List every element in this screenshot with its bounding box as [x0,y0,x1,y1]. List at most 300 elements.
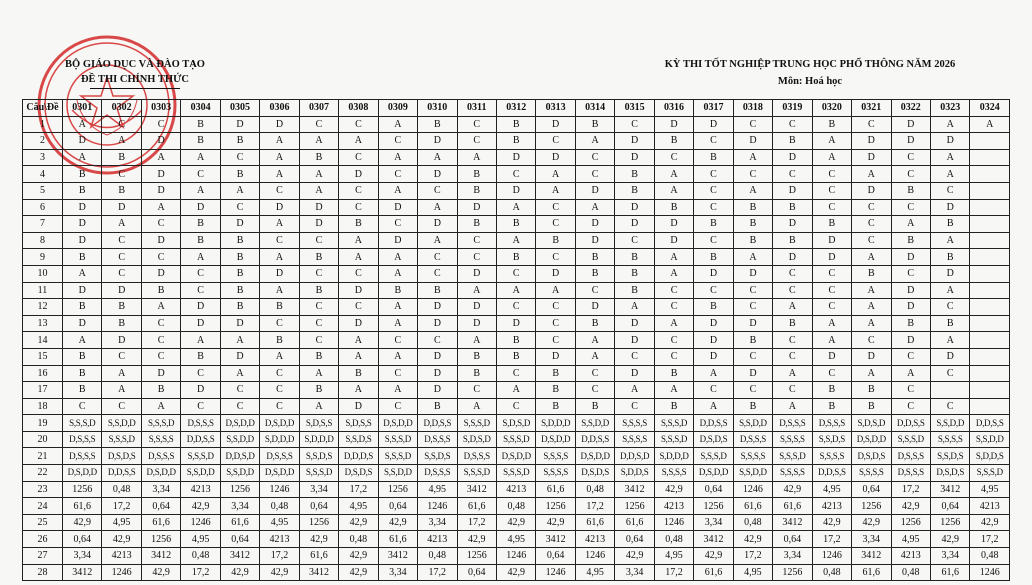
answer-cell: A [575,133,614,150]
table-row [23,199,1010,216]
answer-cell: D [891,116,930,133]
answer-cell: A [575,332,614,349]
answer-cell: C [930,365,969,382]
answer-cell: A [418,149,457,166]
answer-cell: D [457,265,496,282]
answer-cell: C [181,166,220,183]
answer-cell: D [339,315,378,332]
answer-cell: S,S,D,S [299,448,338,465]
answer-cell: B [891,315,930,332]
answer-cell: S,S,D,D [378,465,417,482]
answer-cell: B [63,299,102,316]
exam-code-header: 0312 [496,100,535,117]
answer-cell: C [536,249,575,266]
answer-cell: 3,34 [141,481,180,498]
answer-cell: B [575,315,614,332]
answer-cell: D,D,S,S [970,415,1010,432]
table-header-row [23,100,1010,117]
answer-cell: B [220,133,259,150]
answer-cell: D [141,265,180,282]
answer-cell: 4213 [418,531,457,548]
answer-cell: D [615,365,654,382]
answer-cell: 42,9 [615,548,654,565]
answer-cell: 17,2 [733,548,772,565]
exam-code-header: 0313 [536,100,575,117]
answer-cell: 0,64 [141,498,180,515]
answer-cell: 3,34 [63,548,102,565]
answer-cell: 3,34 [694,514,733,531]
exam-code-header: 0307 [299,100,338,117]
answer-cell: C [654,332,693,349]
answer-cell: B [773,315,812,332]
answer-cell: 0,48 [181,548,220,565]
answer-cell: A [181,182,220,199]
answer-cell: A [575,348,614,365]
answer-cell: A [260,133,299,150]
answer-cell: S,S,S,D [773,448,812,465]
answer-cell: C [733,348,772,365]
answer-cell: C [812,282,851,299]
answer-cell: D [694,116,733,133]
answer-cell: A [575,199,614,216]
question-number: 24 [23,498,63,515]
answer-cell: A [733,182,772,199]
answer-cell: D [654,116,693,133]
answer-cell: D [536,149,575,166]
answer-cell: 4,95 [575,564,614,581]
answer-cell: S,S,D,D [102,415,141,432]
answer-cell: B [733,398,772,415]
answer-cell: A [615,382,654,399]
answer-cell: C [339,199,378,216]
answer-cell: S,S,D,D [970,431,1010,448]
answer-cell: A [852,299,891,316]
answer-cell: B [575,116,614,133]
question-number: 10 [23,265,63,282]
answer-cell: A [733,149,772,166]
answer-cell: C [891,348,930,365]
answer-cell: 0,48 [339,531,378,548]
answer-cell: S,S,D,S [812,431,851,448]
answer-cell: A [299,365,338,382]
answer-cell: B [615,282,654,299]
answer-cell: C [496,398,535,415]
answer-cell: 0,48 [970,548,1010,565]
answer-cell: B [457,166,496,183]
table-row [23,481,1010,498]
answer-cell: D [575,216,614,233]
answer-cell: 1256 [694,498,733,515]
answer-cell: B [812,382,851,399]
table-row [23,216,1010,233]
answer-cell: C [378,133,417,150]
answer-cell: 3,34 [220,498,259,515]
answer-cell: A [496,382,535,399]
answer-cell: C [773,332,812,349]
answer-cell: B [773,199,812,216]
answer-cell: S,D,S,D [457,431,496,448]
answer-cell: A [63,149,102,166]
answer-cell: D,D,S,D [220,448,259,465]
answer-cell: 3412 [694,531,733,548]
question-number: 11 [23,282,63,299]
answer-cell: 1246 [733,481,772,498]
answer-cell: 1256 [141,531,180,548]
answer-cell: B [339,365,378,382]
answer-cell: C [733,166,772,183]
answer-cell: D [733,315,772,332]
answer-cell: C [694,133,733,150]
answer-cell: B [418,398,457,415]
question-number: 22 [23,465,63,482]
answer-cell: B [299,382,338,399]
answer-cell: C [812,265,851,282]
answer-cell: 42,9 [141,564,180,581]
answer-cell: A [930,232,969,249]
answer-cell: C [812,182,851,199]
answer-cell: 0,48 [418,548,457,565]
answer-cell: C [773,265,812,282]
answer-cell: B [694,149,733,166]
exam-header [640,57,980,89]
question-number: 27 [23,548,63,565]
answer-cell: 1256 [930,514,969,531]
answer-cell: 17,2 [654,564,693,581]
answer-cell: D [181,382,220,399]
answer-cell: A [852,166,891,183]
answer-cell: 3,34 [852,531,891,548]
answer-cell [970,216,1010,233]
answer-cell: D [457,199,496,216]
answer-cell: C [260,398,299,415]
answer-cell [970,348,1010,365]
answer-cell: 61,6 [773,498,812,515]
answer-cell: C [536,199,575,216]
exam-code-header: 0303 [141,100,180,117]
answer-cell: D,S,D,D [260,465,299,482]
answer-cell: C [378,216,417,233]
answer-cell: S,D,D,D [536,415,575,432]
answer-cell: A [891,365,930,382]
answer-cell: D [930,133,969,150]
table-row [23,365,1010,382]
answer-cell: D [930,348,969,365]
answer-cell: D,S,S,S [891,448,930,465]
answer-cell [970,282,1010,299]
answer-cell: C [930,299,969,316]
answer-cell: A [496,232,535,249]
answer-cell: A [654,265,693,282]
answer-cell: D [418,315,457,332]
answer-cell: B [852,382,891,399]
answer-cell: C [891,166,930,183]
answer-cell: D [575,182,614,199]
answer-cell: D [891,249,930,266]
answer-cell: D,D,S,S [812,465,851,482]
answer-cell: S,S,D,D [575,415,614,432]
answer-cell: 3412 [930,481,969,498]
answer-cell: 42,9 [63,514,102,531]
answer-cell: 4213 [496,481,535,498]
table-row [23,564,1010,581]
answer-cell: S,S,S,D [299,465,338,482]
answer-cell: D,D,S,S [181,431,220,448]
answer-cell: 0,48 [575,481,614,498]
ministry-name: BỘ GIÁO DỤC VÀ ĐÀO TẠO [65,59,205,70]
answer-cell: 4,95 [102,514,141,531]
answer-cell: 1256 [615,498,654,515]
answer-cell: 17,2 [575,498,614,515]
answer-cell: 61,6 [575,514,614,531]
answer-cell: D [496,149,535,166]
answer-cell: 42,9 [970,514,1010,531]
answer-cell: B [852,265,891,282]
answer-cell: 1246 [181,514,220,531]
answer-cell: 1246 [812,548,851,565]
answer-cell: B [220,282,259,299]
answer-cell: 0,48 [733,514,772,531]
exam-code-header: 0306 [260,100,299,117]
answer-cell: B [299,348,338,365]
table-row [23,265,1010,282]
answer-cell: B [812,216,851,233]
answer-cell: C [418,265,457,282]
answer-cell: D [852,133,891,150]
answer-cell: 4,95 [339,498,378,515]
answer-cell: B [575,249,614,266]
answer-cell: 3,34 [378,564,417,581]
answer-cell: A [339,232,378,249]
answer-cell: S,S,S,S [615,431,654,448]
answer-cell: D,S,D,D [852,431,891,448]
answer-cell: C [812,199,851,216]
answer-cell: A [141,199,180,216]
answer-cell: C [694,282,733,299]
answer-cell: D,S,S,S [141,448,180,465]
answer-cell: A [63,116,102,133]
answer-cell: A [812,133,851,150]
answer-cell: D [418,166,457,183]
answer-cell: B [63,182,102,199]
answer-cell: S,S,S,D [63,415,102,432]
answer-cell: C [536,299,575,316]
answer-cell: B [654,133,693,150]
answer-cell: C [102,265,141,282]
answer-cell: S,S,D,S [930,448,969,465]
answer-cell: D [654,232,693,249]
answer-cell: B [102,315,141,332]
answer-cell: 61,6 [694,564,733,581]
answer-cell: D [496,315,535,332]
answer-cell: 17,2 [260,548,299,565]
question-number: 5 [23,182,63,199]
answer-cell: 42,9 [496,564,535,581]
answer-cell: C [260,182,299,199]
answer-cell: 42,9 [496,514,535,531]
answer-cell: 61,6 [141,514,180,531]
answer-cell: D,S,D,D [141,465,180,482]
answer-cell: 4213 [260,531,299,548]
answer-cell: A [299,182,338,199]
answer-cell: A [773,398,812,415]
answer-cell: B [496,133,535,150]
answer-cell: 42,9 [536,514,575,531]
answer-cell [970,365,1010,382]
answer-cell: C [457,133,496,150]
answer-cell: A [260,282,299,299]
answer-cell: 1256 [457,548,496,565]
table-row [23,415,1010,432]
answer-cell: C [260,232,299,249]
answer-cell: A [378,299,417,316]
answer-cell [930,382,969,399]
answer-cell: S,D,D,D [654,448,693,465]
answer-cell: 4213 [181,481,220,498]
answer-cell: A [930,166,969,183]
exam-code-header: 0319 [773,100,812,117]
answer-cell: 3412 [63,564,102,581]
answer-cell: 1246 [496,548,535,565]
answer-cell: C [930,398,969,415]
answer-cell: B [615,249,654,266]
answer-cell: B [536,232,575,249]
answer-cell: B [418,282,457,299]
answer-cell: D [141,232,180,249]
exam-code-header: 0302 [102,100,141,117]
answer-cell: D [418,348,457,365]
answer-cell: C [339,182,378,199]
table-row [23,182,1010,199]
answer-cell: A [496,199,535,216]
table-row [23,232,1010,249]
answer-cell: B [63,348,102,365]
answer-cell: 4,95 [654,548,693,565]
answer-cell: C [457,249,496,266]
answer-cell: 0,64 [694,481,733,498]
answer-cell: B [457,182,496,199]
answer-cell: 17,2 [339,481,378,498]
answer-cell: 3412 [457,481,496,498]
exam-code-header: 0314 [575,100,614,117]
exam-code-header: 0316 [654,100,693,117]
answer-cell: 17,2 [457,514,496,531]
answer-cell: C [773,382,812,399]
question-number: 23 [23,481,63,498]
answer-cell: 0,64 [536,548,575,565]
answer-cell: C [141,249,180,266]
answer-cell [970,332,1010,349]
answer-cell: 61,6 [378,531,417,548]
answer-cell: B [773,133,812,150]
answer-cell: C [339,265,378,282]
answer-key-table [22,99,1010,581]
answer-cell: C [615,348,654,365]
answer-cell: 3412 [141,548,180,565]
answer-cell: D [141,365,180,382]
answer-cell: 3412 [773,514,812,531]
answer-cell: 4,95 [733,564,772,581]
answer-cell: 42,9 [102,531,141,548]
exam-code-header: 0301 [63,100,102,117]
answer-cell: B [220,232,259,249]
answer-cell: A [299,166,338,183]
answer-cell: B [181,232,220,249]
answer-cell: D [63,216,102,233]
answer-cell: A [220,332,259,349]
answer-cell: A [418,232,457,249]
answer-cell: D,D,S,S [575,431,614,448]
answer-cell: D,S,S,S [63,431,102,448]
answer-cell: D [141,133,180,150]
answer-cell [970,315,1010,332]
answer-cell: D [102,199,141,216]
answer-cell: A [102,365,141,382]
answer-cell: S,S,S,D [654,431,693,448]
answer-cell: D,D,S,S [418,415,457,432]
exam-code-header: 0323 [930,100,969,117]
answer-cell: C [575,282,614,299]
answer-cell: D [852,182,891,199]
answer-cell: 4213 [575,531,614,548]
table-row [23,315,1010,332]
answer-cell: 3412 [378,548,417,565]
answer-cell: D,S,D,S [694,431,733,448]
answer-cell: 42,9 [654,481,693,498]
answer-cell: C [694,166,733,183]
answer-cell: A [378,382,417,399]
answer-cell: 1256 [378,481,417,498]
answer-cell: D,D,S,S [694,415,733,432]
answer-cell: D [102,282,141,299]
answer-cell: B [299,149,338,166]
answer-cell: 1256 [536,498,575,515]
answer-cell: S,S,S,D [457,465,496,482]
answer-cell: A [260,348,299,365]
answer-cell: C [220,398,259,415]
table-row [23,149,1010,166]
answer-cell: S,S,D,D [733,465,772,482]
question-number: 12 [23,299,63,316]
answer-cell: C [260,382,299,399]
answer-cell: 42,9 [220,564,259,581]
exam-code-header: 0311 [457,100,496,117]
answer-cell: B [181,133,220,150]
question-number: 16 [23,365,63,382]
answer-cell: D,S,S,S [418,431,457,448]
answer-cell: C [299,116,338,133]
answer-cell: C [773,282,812,299]
answer-cell: C [733,299,772,316]
answer-cell: A [141,299,180,316]
header-underline [90,88,180,89]
answer-cell: B [733,199,772,216]
answer-cell [970,232,1010,249]
answer-cell: D [220,348,259,365]
answer-cell: A [418,199,457,216]
answer-cell: B [615,265,654,282]
answer-cell: B [260,299,299,316]
answer-cell: C [812,299,851,316]
table-row [23,133,1010,150]
answer-cell: D [63,315,102,332]
answer-cell: D [457,299,496,316]
answer-cell: 3,34 [418,514,457,531]
answer-cell: B [496,332,535,349]
answer-cell: C [496,299,535,316]
answer-cell: D,S,S,S [733,431,772,448]
answer-cell: B [694,216,733,233]
answer-cell: A [496,282,535,299]
